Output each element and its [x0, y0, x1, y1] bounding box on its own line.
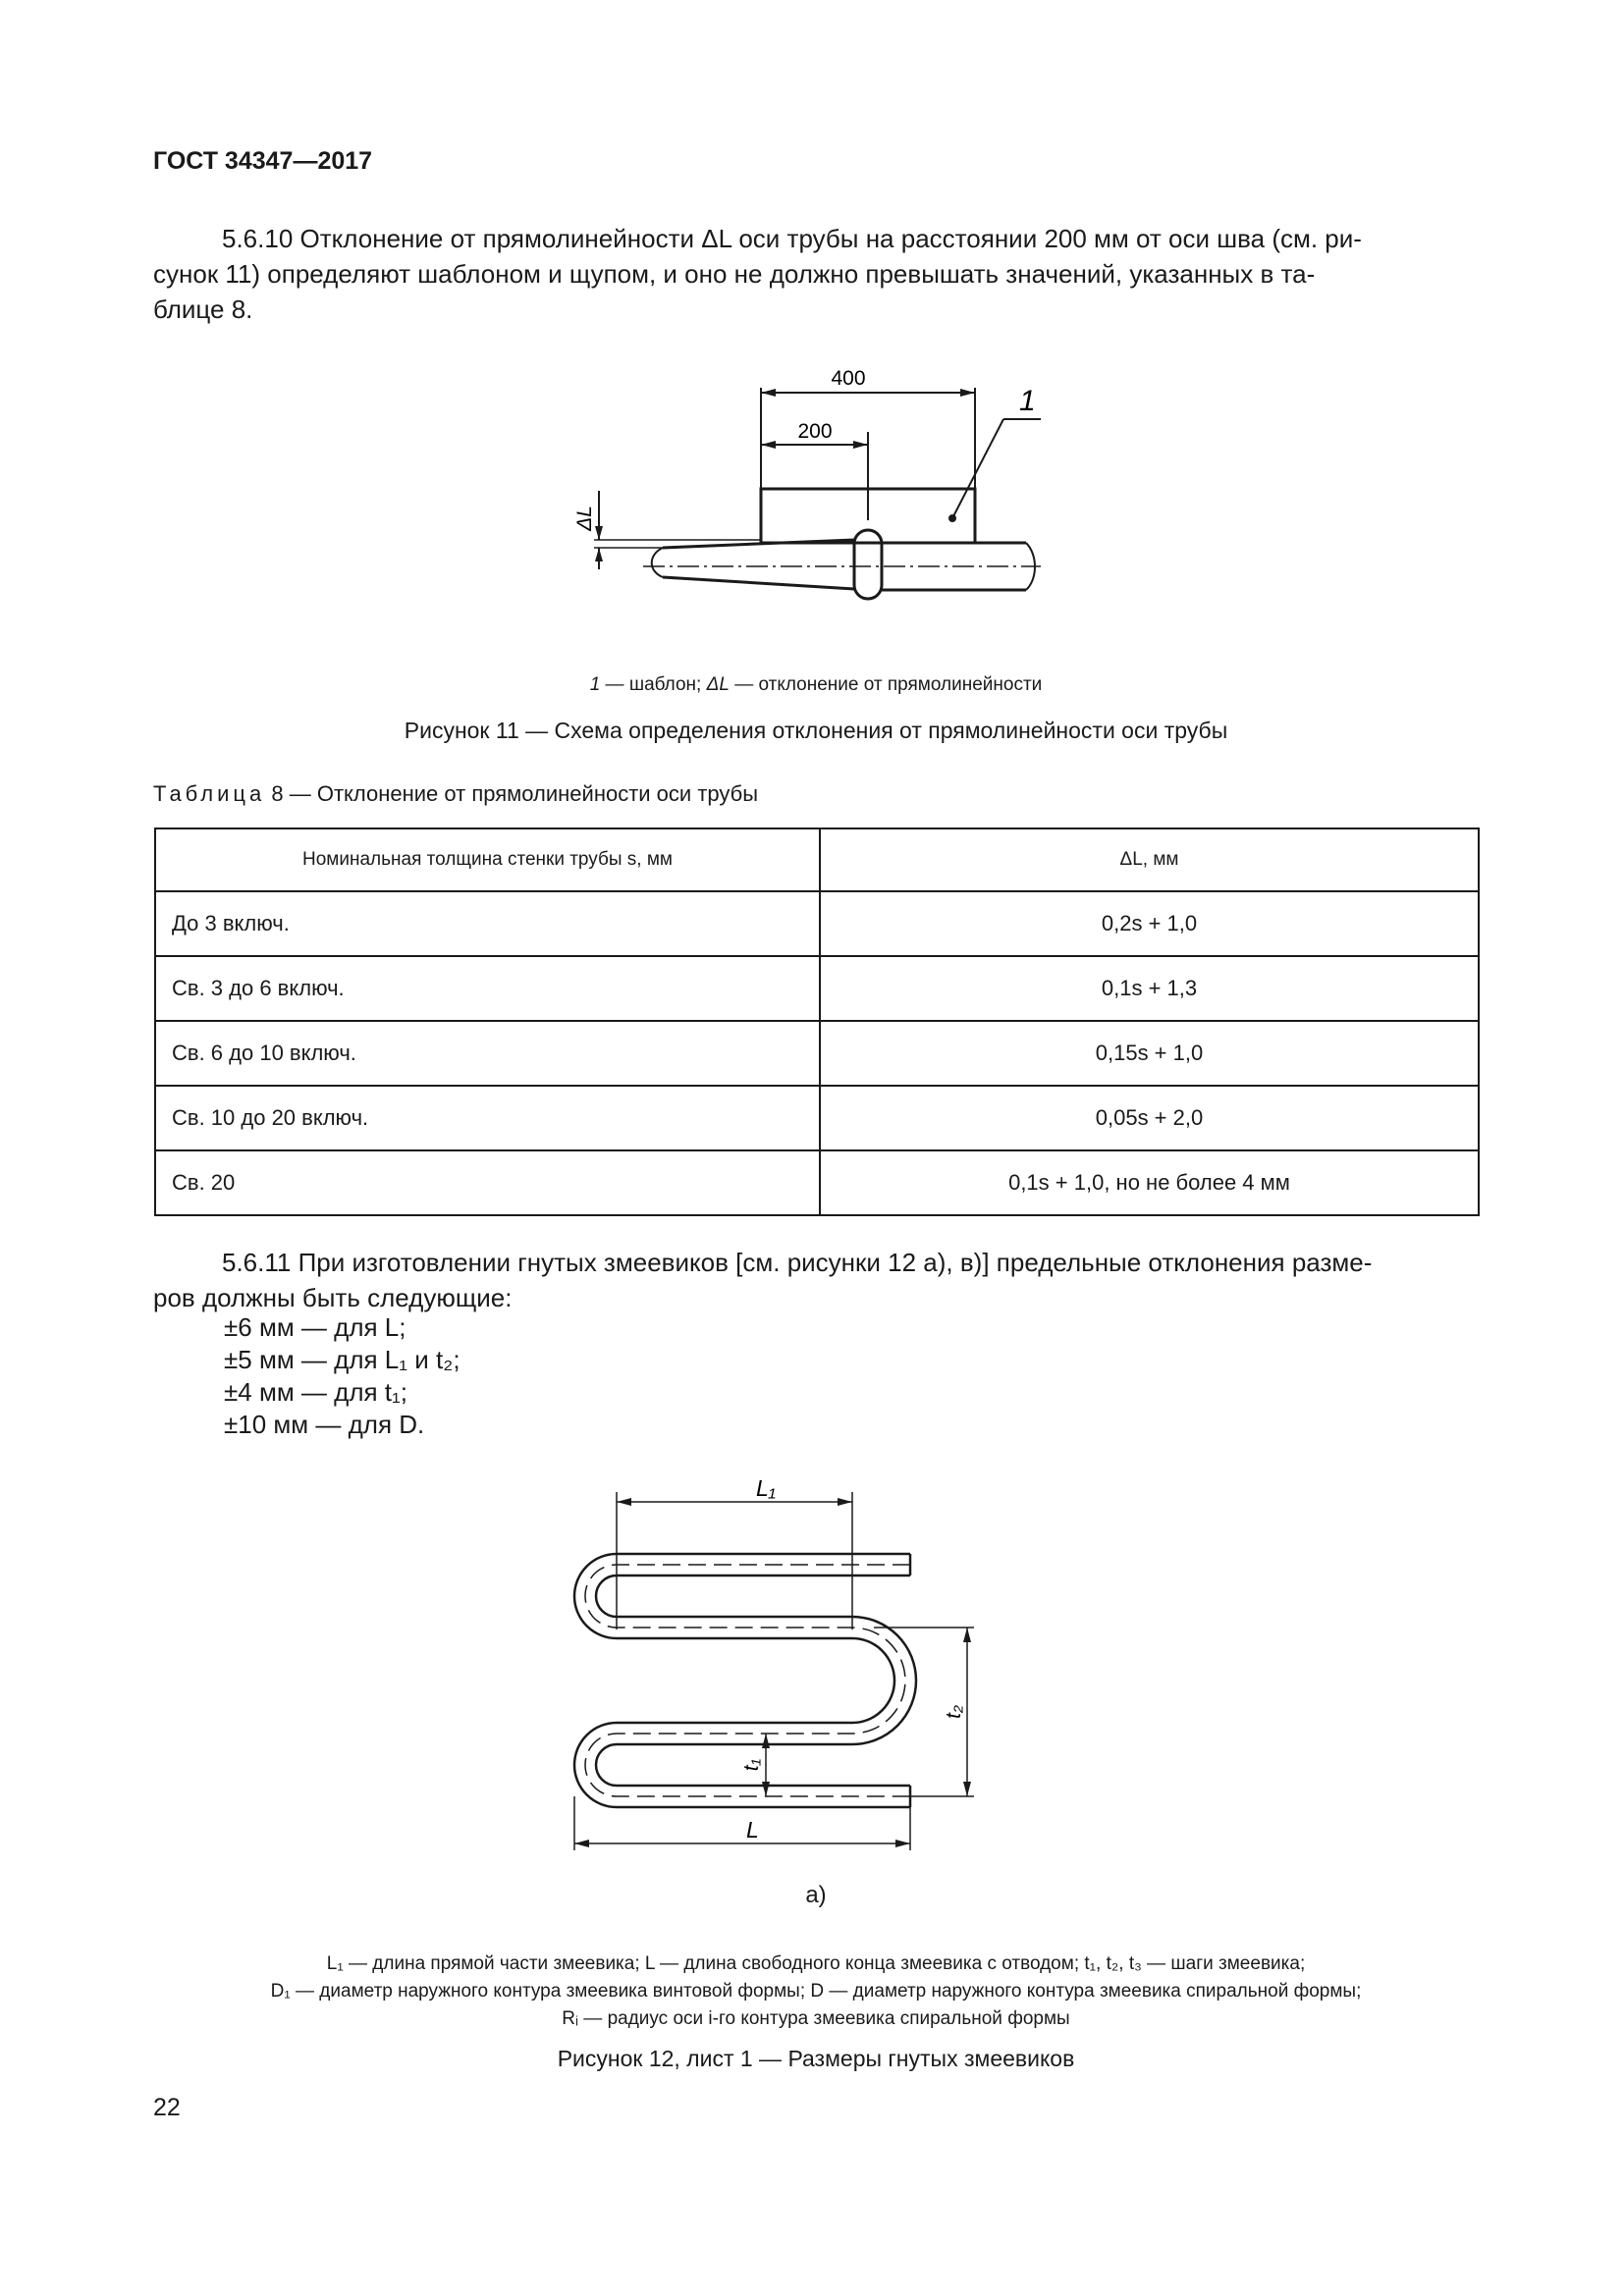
paragraph-line: 5.6.10 Отклонение от прямолинейности ΔL оси трубы на расстоянии 200 мм от оси шва (см. ри-: [222, 224, 1362, 253]
paragraph-5-6-10: [153, 221, 1479, 327]
table-header-cell: Номинальная толщина стенки трубы s, мм: [155, 828, 820, 891]
paragraph-line: 5.6.11 При изготовлении гнутых змеевиков [см. рисунки 12 а), в)] предельные отклонения разме-: [222, 1248, 1373, 1277]
table-cell: Св. 3 до 6 включ.: [155, 956, 820, 1021]
figure-12-caption: Рисунок 12, лист 1 — Размеры гнутых змеевиков: [557, 2046, 1075, 2071]
callout-number: 1: [1019, 385, 1036, 417]
table-cell: 0,15s + 1,0: [820, 1021, 1479, 1086]
table-cell: 0,2s + 1,0: [820, 891, 1479, 956]
figure-12-legend: [153, 1950, 1479, 2033]
figure-11-legend: [153, 674, 1479, 696]
dimension-400-label: 400: [831, 367, 866, 390]
table-caption-text: 8 — Отклонение от прямолинейности оси трубы: [265, 781, 759, 806]
list-item: ±4 мм — для t₁;: [224, 1377, 408, 1407]
paragraph-line: блице 8.: [153, 294, 253, 324]
table-header-cell: ΔL, мм: [820, 828, 1479, 891]
table-8: [154, 828, 1480, 1216]
weld-seam: [854, 530, 882, 599]
tolerance-list: [224, 1311, 460, 1441]
legend-line: Rᵢ — радиус оси i-го контура змеевика спиральной формы: [562, 2008, 1070, 2029]
list-item: ±6 мм — для L;: [224, 1312, 406, 1342]
paragraph-line: сунок 11) определяют шаблоном и щупом, и оно не должно превышать значений, указанных в та-: [153, 259, 1316, 289]
legend-text: — шаблон;: [600, 674, 707, 695]
table-cell: До 3 включ.: [155, 891, 820, 956]
figure-11-caption: Рисунок 11 — Схема определения отклонения от прямолинейности оси трубы: [404, 718, 1228, 743]
figure-12-sublabel: а): [805, 1882, 827, 1908]
pipe-left-bottom: [663, 577, 854, 589]
table-8-caption: [153, 781, 758, 807]
list-item: ±5 мм — для L₁ и t₂;: [224, 1345, 460, 1374]
table-row: [155, 1086, 1479, 1150]
callout-leader: [952, 419, 1003, 518]
dimension-200-label: 200: [797, 420, 833, 443]
table-row: [155, 956, 1479, 1021]
coil-inner: [596, 1575, 916, 1786]
table-row: [155, 1021, 1479, 1086]
table-cell: Св. 20: [155, 1150, 820, 1215]
paragraph-line: ров должны быть следующие:: [153, 1283, 513, 1312]
page-number: 22: [153, 2094, 181, 2121]
label-t1: t₁: [740, 1758, 763, 1772]
paragraph-5-6-11: [153, 1245, 1479, 1315]
legend-text: — отклонение от прямолинейности: [729, 674, 1043, 695]
figure-12-drawing: [550, 1472, 1011, 1914]
delta-l-label: ΔL: [573, 506, 596, 531]
table-header-row: [155, 828, 1479, 891]
table-cell: Св. 10 до 20 включ.: [155, 1086, 820, 1150]
label-t2: t₂: [943, 1705, 965, 1719]
legend-number: 1: [589, 674, 601, 695]
table-cell: 0,1s + 1,3: [820, 956, 1479, 1021]
document-code: ГОСТ 34347—2017: [153, 147, 373, 175]
table-row: [155, 1150, 1479, 1215]
table-cell: 0,1s + 1,0, но не более 4 мм: [820, 1150, 1479, 1215]
table-caption-word: Таблица: [153, 781, 266, 806]
legend-symbol: ΔL: [706, 674, 730, 695]
table-cell: 0,05s + 2,0: [820, 1086, 1479, 1150]
list-item: ±10 мм — для D.: [224, 1410, 425, 1439]
table-cell: Св. 6 до 10 включ.: [155, 1021, 820, 1086]
figure-11-drawing: [550, 363, 1060, 638]
table-row: [155, 891, 1479, 956]
legend-line: D₁ — диаметр наружного контура змеевика винтовой формы; D — диаметр наружного контура змеевика спиральной формы;: [270, 1981, 1362, 2002]
label-l: L: [746, 1817, 759, 1842]
label-l1: L₁: [756, 1475, 777, 1501]
legend-line: L₁ — длина прямой части змеевика; L — длина свободного конца змеевика с отводом; t₁, t₂, t₃ — шаги змеевика;: [326, 1953, 1306, 1974]
